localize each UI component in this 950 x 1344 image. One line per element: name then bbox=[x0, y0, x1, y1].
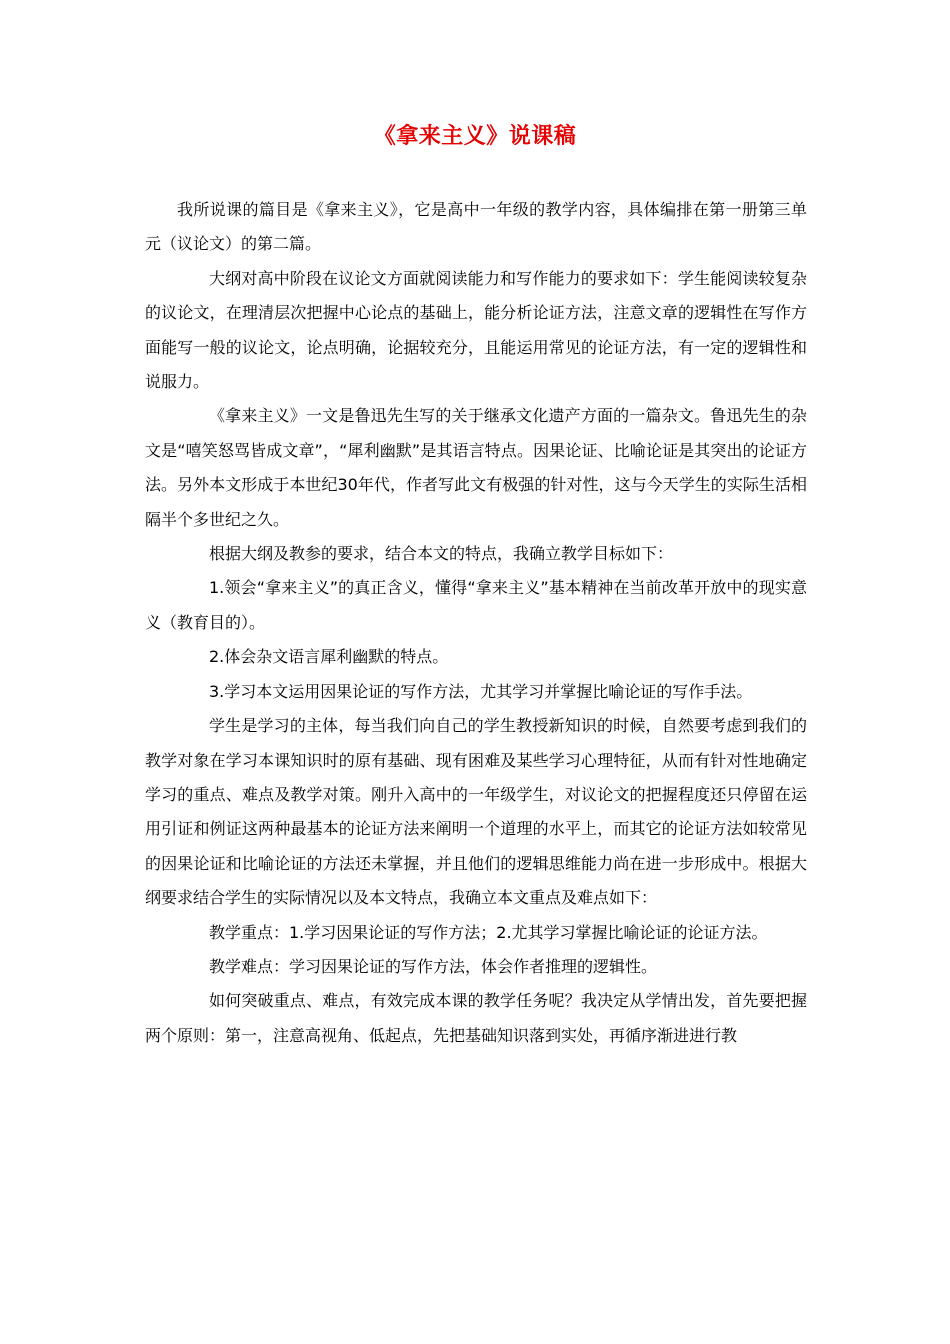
paragraph: 根据大纲及教参的要求，结合本文的特点，我确立教学目标如下： bbox=[209, 544, 674, 564]
paragraph: 学生是学习的主体，每当我们向自己的学生教授新知识的时候，自然要考虑到我们的教学对象在学习本课知识时的原有基础、现有困难及某些学习心理特征，从而有针对性地确定学习的重点、难点及教学对策。刚升入高中的一年级学生，对议论文的把握程度还只停留在运用引证和例证这两种最基本的论证方法来阐明一个道理的水平上，而其它的论证方法如较常见的因果论证和比喻论证的方法还未掌握，并且他们的逻辑思维能力尚在进一步形成中。根据大纲要求结合学生的实际情况以及本文特点，我确立本文重点及难点如下： bbox=[145, 716, 807, 908]
list-item: 3.学习本文运用因果论证的写作方法，尤其学习并掌握比喻论证的写作手法。 bbox=[209, 681, 753, 701]
paragraph: 教学重点：1.学习因果论证的写作方法；2.尤其学习掌握比喻论证的论证方法。 bbox=[209, 922, 768, 942]
paragraph: 教学难点：学习因果论证的写作方法，体会作者推理的逻辑性。 bbox=[209, 956, 658, 976]
paragraph: 我所说课的篇目是《拿来主义》，它是高中一年级的教学内容，具体编排在第一册第三单元（议论文）的第二篇。 bbox=[145, 200, 807, 254]
document-body bbox=[145, 193, 807, 1053]
paragraph: 如何突破重点、难点，有效完成本课的教学任务呢？我决定从学情出发，首先要把握两个原则：第一，注意高视角、低起点，先把基础知识落到实处，再循序渐进进行教 bbox=[145, 991, 807, 1045]
list-item: 1.领会“拿来主义”的真正含义，懂得“拿来主义”基本精神在当前改革开放中的现实意义（教育目的）。 bbox=[145, 578, 807, 632]
paragraph: 《拿来主义》一文是鲁迅先生写的关于继承文化遗产方面的一篇杂文。鲁迅先生的杂文是“嘻笑怒骂皆成文章”，“犀利幽默”是其语言特点。因果论证、比喻论证是其突出的论证方法。另外本文形成于本世纪30年代，作者写此文有极强的针对性，这与今天学生的实际生活相隔半个多世纪之久。 bbox=[145, 406, 807, 529]
document-title: 《拿来主义》说课稿 bbox=[373, 123, 577, 149]
list-item: 2.体会杂文语言犀利幽默的特点。 bbox=[209, 647, 449, 667]
paragraph: 大纲对高中阶段在议论文方面就阅读能力和写作能力的要求如下：学生能阅读较复杂的议论文，在理清层次把握中心论点的基础上，能分析论证方法，注意文章的逻辑性在写作方面能写一般的议论文，论点明确，论据较充分，且能运用常见的论证方法，有一定的逻辑性和说服力。 bbox=[145, 268, 807, 392]
